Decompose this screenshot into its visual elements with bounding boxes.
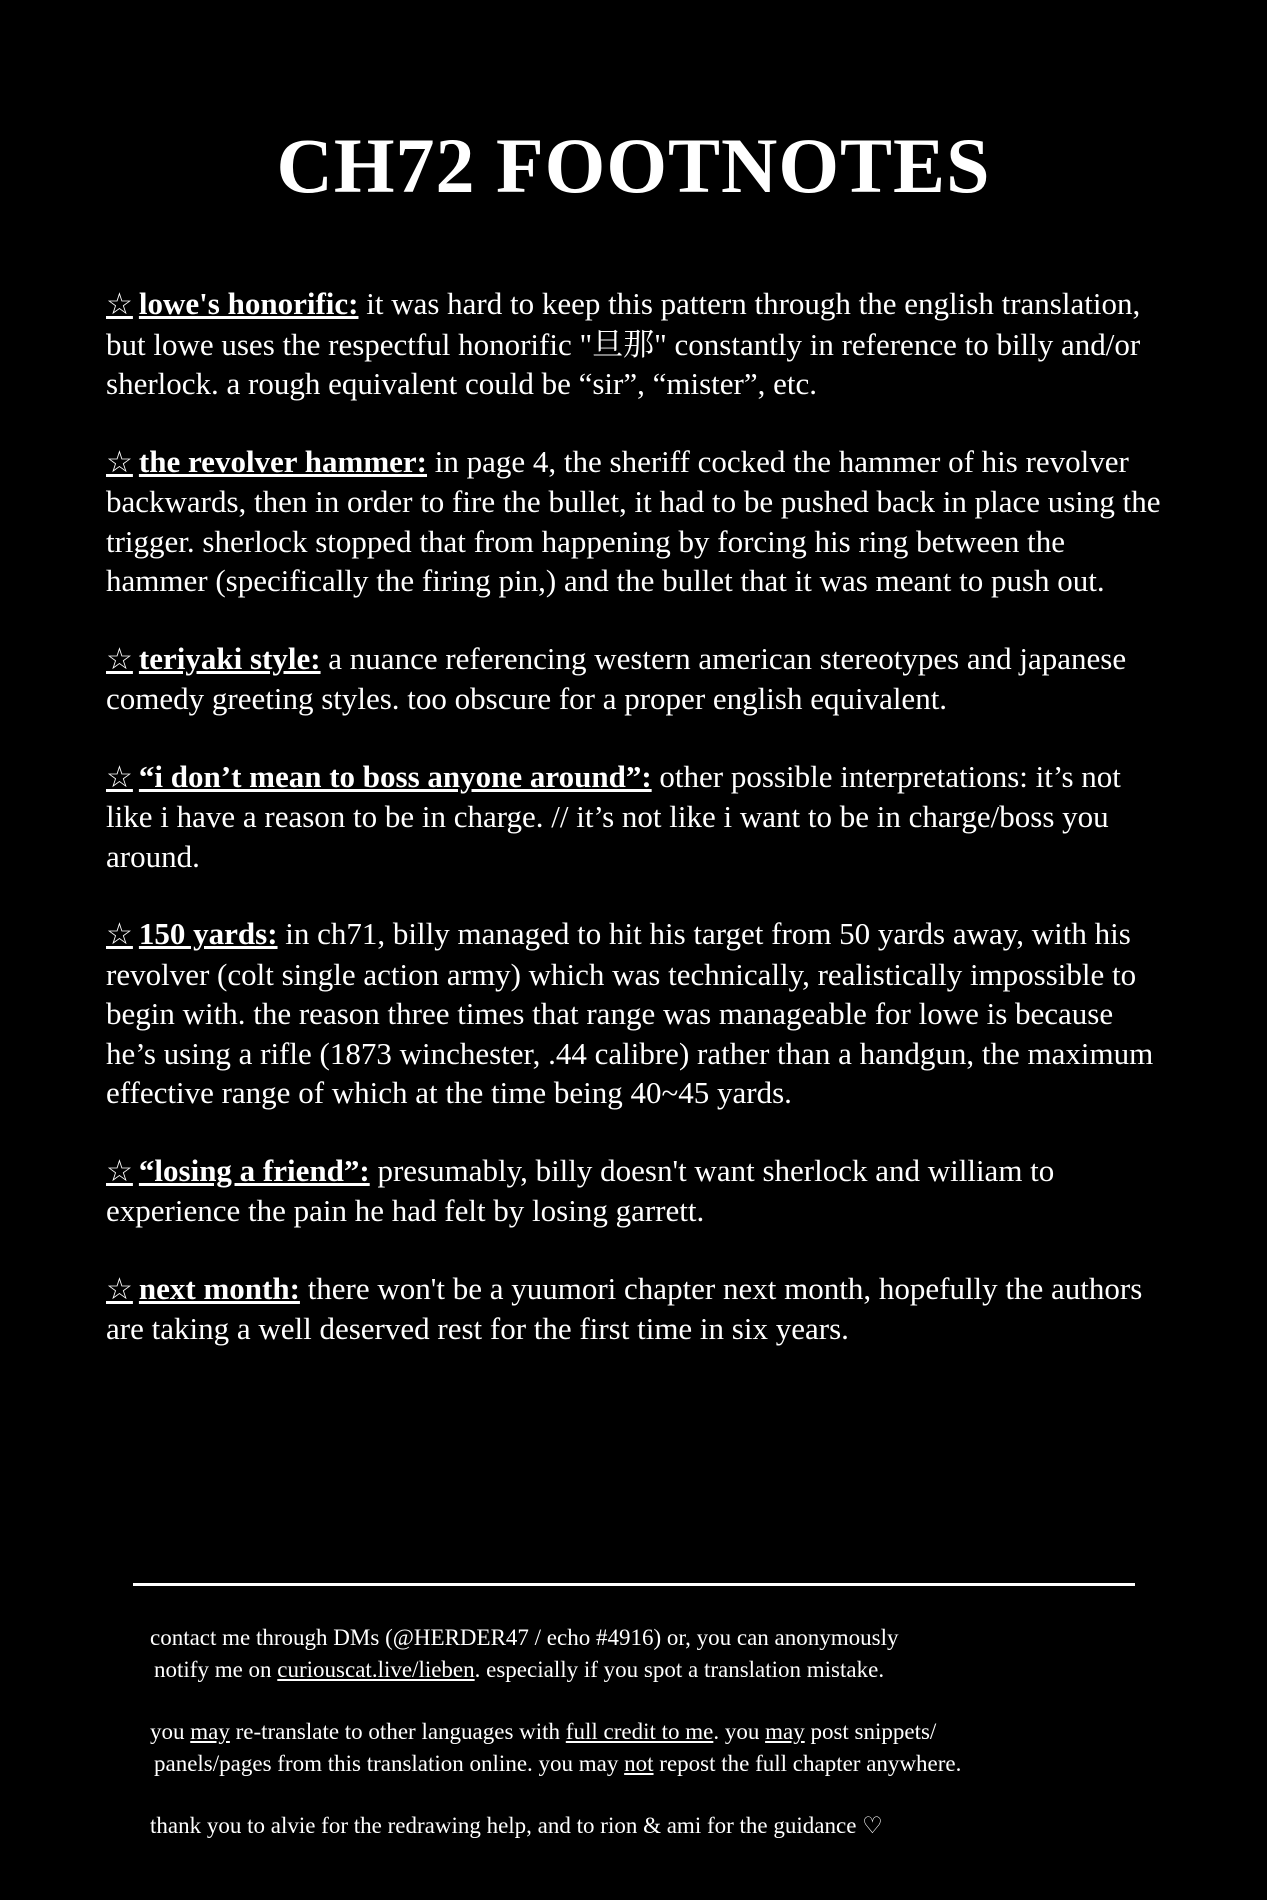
footnote-text: it was hard to keep this pattern through the english translation, but lowe uses the respectful honorific "旦那" constantly in reference to billy and/or sherlock. a rough equivalent could be “sir”, “mister”, etc.	[106, 286, 1141, 401]
star-icon: ☆	[106, 1154, 133, 1188]
footnotes-list	[106, 284, 1166, 1387]
footnote-text: there won't be a yuumori chapter next month, hopefully the authors are taking a well deserved rest for the first time in six years.	[106, 1270, 1143, 1346]
star-icon: ☆	[106, 642, 133, 676]
permissions-text: repost the full chapter anywhere.	[653, 1751, 962, 1776]
footnote-label: next month:	[138, 1270, 300, 1306]
permissions-text: you	[150, 1719, 191, 1744]
contact-line	[150, 1654, 1160, 1686]
contact-paragraph	[150, 1622, 1160, 1686]
footnote-item	[106, 284, 1166, 404]
permissions-paragraph	[150, 1716, 1160, 1780]
not-emphasis: not	[624, 1751, 654, 1776]
footnote-item	[106, 914, 1166, 1113]
footer	[150, 1622, 1160, 1872]
star-icon: ☆	[106, 288, 133, 321]
footnote-item	[106, 757, 1166, 877]
permissions-text: re-translate to other languages with	[229, 1719, 566, 1744]
permissions-text: . you	[713, 1719, 766, 1744]
footnote-label: lowe's honorific:	[138, 286, 359, 321]
footnote-text: presumably, billy doesn't want sherlock and william to experience the pain he had felt by losing garrett.	[106, 1152, 1055, 1228]
contact-text: . especially if you spot a translation mistake.	[474, 1657, 885, 1682]
permissions-text: post snippets/	[804, 1719, 937, 1744]
contact-text: notify me on	[154, 1657, 278, 1682]
footnote-item	[106, 1269, 1166, 1349]
contact-line: contact me through DMs (@HERDER47 / echo #4916) or, you can anonymously	[150, 1625, 899, 1650]
permissions-text: panels/pages from this translation online. you may	[154, 1751, 625, 1776]
star-icon: ☆	[106, 918, 133, 951]
footnote-label: “losing a friend”:	[138, 1152, 370, 1188]
footnote-label: teriyaki style:	[138, 640, 321, 676]
footnote-label: the revolver hammer:	[138, 443, 427, 479]
footnote-item	[106, 639, 1166, 719]
curiouscat-link[interactable]: curiouscat.live/lieben	[277, 1657, 475, 1682]
star-icon: ☆	[106, 445, 133, 479]
footnote-label: 150 yards:	[138, 916, 278, 951]
credit-emphasis: full credit to me	[565, 1719, 714, 1744]
footnote-item	[106, 442, 1166, 601]
thanks-paragraph: thank you to alvie for the redrawing help, and to rion & ami for the guidance ♡	[150, 1813, 883, 1838]
footnote-text: other possible interpretations: it’s not like i have a reason to be in charge. // it’s not like i want to be in charge/boss you around.	[106, 758, 1121, 874]
star-icon: ☆	[106, 1272, 133, 1306]
footnote-text: in ch71, billy managed to hit his target from 50 yards away, with his revolver (colt single action army) which was technically, realistically impossible to begin with. the reason three times that range was manageable for lowe is because he’s using a rifle (1873 winchester, .44 calibre) rather than a handgun, the maximum effective range of which at the time being 40~45 yards.	[106, 916, 1154, 1110]
footnote-text: in page 4, the sheriff cocked the hammer of his revolver backwards, then in order to fire the bullet, it had to be pushed back in place using the trigger. sherlock stopped that from happening by forcing his ring between the hammer (specifically the firing pin,) and the bullet that it was meant to push out.	[106, 443, 1161, 598]
may-emphasis: may	[765, 1719, 805, 1744]
footnote-item	[106, 1151, 1166, 1231]
page-title: CH72 FOOTNOTES	[276, 122, 991, 209]
permissions-line	[150, 1748, 1160, 1780]
footnote-label: “i don’t mean to boss anyone around”:	[138, 758, 652, 794]
star-icon: ☆	[106, 760, 133, 794]
divider	[133, 1583, 1135, 1586]
footnote-text: a nuance referencing western american stereotypes and japanese comedy greeting styles. too obscure for a proper english equivalent.	[106, 640, 1127, 716]
may-emphasis: may	[190, 1719, 230, 1744]
